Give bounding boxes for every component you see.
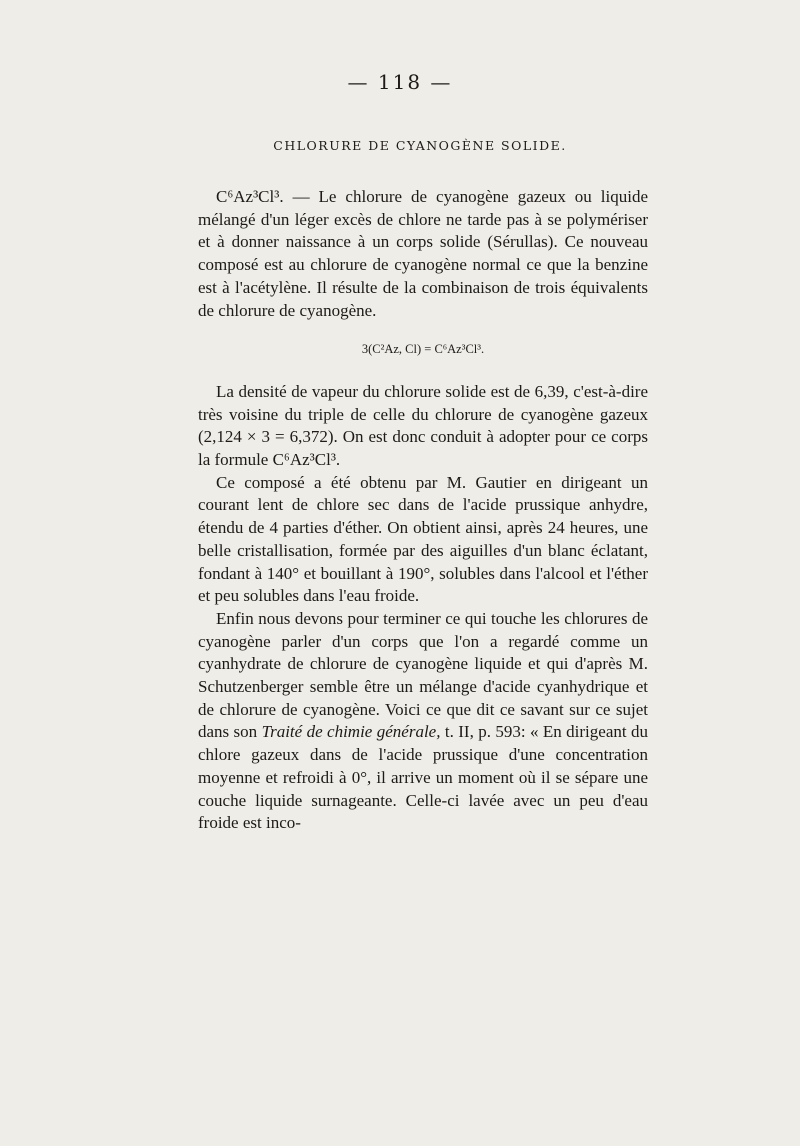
paragraph-3: Ce composé a été obtenu par M. Gautier en dirigeant un courant lent de chlore sec dans de l'acide prussique anhydre, étendu de 4 parties d'éther. On obtient ainsi, après 24 heures, une belle cristallisation, formée par des aiguilles d'un blanc éclatant, fondant à 140° et bouillant à 190°, solubles dans l'alcool et l'éther et peu solubles dans l'eau froide. [198, 472, 648, 606]
paragraph-4 [198, 608, 648, 835]
paragraph-4-start: Enfin nous devons pour terminer ce qui touche les chlorures de cyanogène parler d'un corps que l'on a regardé comme un cyanhydrate de chlorure de cyanogène liquide et qui d'après M. Schutzenberger semble être un mélange d'acide cyanhydrique et de chlorure de cyanogène. Voici ce que dit ce savant sur ce sujet dans son [198, 608, 648, 742]
equation: 3(C²Az, Cl) = C⁶Az³Cl³. [361, 342, 485, 357]
book-title: Traité de chimie générale, [261, 722, 441, 742]
paragraph-4-end: t. II, p. 593: « En dirigeant du chlore gazeux dans de l'acide prussique d'une concentration moyenne et refroidi à 0°, il arrive un moment où il se sépare une couche liquide surnageante. Celle-ci lavée avec un peu d'eau froide est inco- [198, 722, 648, 833]
page-number: — 118 — [347, 70, 453, 94]
formula-label: C⁶Az³Cl³. [216, 187, 284, 206]
paragraph-2: La densité de vapeur du chlorure solide est de 6,39, c'est-à-dire très voisine du triple de celle du chlorure de cyanogène gazeux (2,124 × 3 = 6,372). On est donc conduit à adopter pour ce corps la formule C⁶Az³Cl³. [198, 381, 648, 470]
body-text [198, 186, 648, 835]
paragraph-1-text: — Le chlorure de cyanogène gazeux ou liquide mélangé d'un léger excès de chlore ne tarde pas à se polymériser et à donner naissance à un corps solide (Sérullas). Ce nouveau composé est au chlorure de cyanogène normal ce que la benzine est à l'acétylène. Il résulte de la combinaison de trois équivalents de chlorure de cyanogène. [198, 187, 648, 320]
section-title: CHLORURE DE CYANOGÈNE SOLIDE. [273, 138, 567, 153]
paragraph-1 [198, 186, 648, 322]
